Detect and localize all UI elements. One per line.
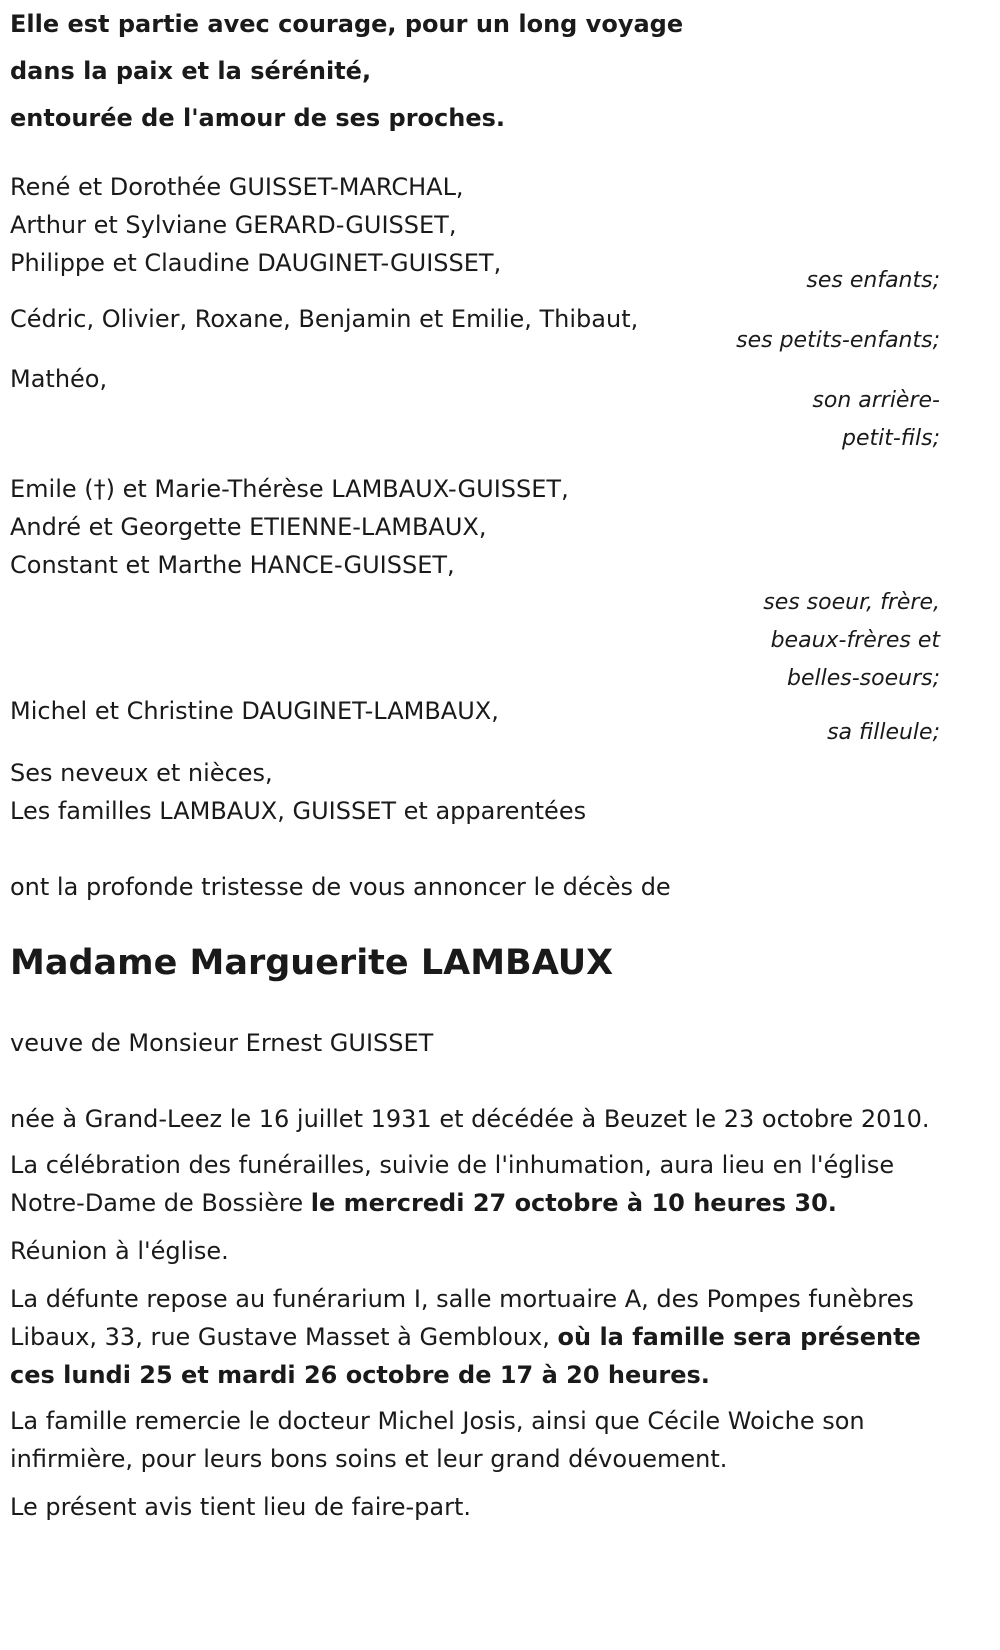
meeting-info: Réunion à l'église. xyxy=(10,1237,229,1265)
closing: Le présent avis tient lieu de faire-part. xyxy=(10,1493,472,1521)
funeral-info xyxy=(10,1146,940,1222)
epigraph-line-3: entourée de l'amour de ses proches. xyxy=(10,104,506,132)
child-line-2: Arthur et Sylviane GERARD-GUISSET, xyxy=(10,211,457,239)
repose-text: La défunte repose au funérarium I, salle mortuaire A, des Pompes funèbres Libaux, 33, rue Gustave Masset à Gembloux, xyxy=(10,1285,914,1351)
families: Les familles LAMBAUX, GUISSET et apparentées xyxy=(10,797,587,825)
child-line-3: Philippe et Claudine DAUGINET-GUISSET, xyxy=(10,249,502,277)
widow-of: veuve de Monsieur Ernest GUISSET xyxy=(10,1029,434,1057)
sibling-line-1: Emile (†) et Marie-Thérèse LAMBAUX-GUISSET, xyxy=(10,475,569,503)
goddaughter-role: sa filleule; xyxy=(827,720,940,745)
great-grandchild-role: son arrière-petit-fils; xyxy=(812,388,940,451)
epigraph xyxy=(10,0,940,142)
thanks: La famille remercie le docteur Michel Josis, ainsi que Cécile Woiche son infirmière, pour leurs bons soins et leur grand dévouement. xyxy=(10,1407,865,1473)
grandchildren-names: Cédric, Olivier, Roxane, Benjamin et Emilie, Thibaut, xyxy=(10,305,639,333)
goddaughter-names: Michel et Christine DAUGINET-LAMBAUX, xyxy=(10,697,499,725)
obituary-notice xyxy=(10,0,940,1526)
announcement: ont la profonde tristesse de vous annoncer le décès de xyxy=(10,873,671,901)
epigraph-line-1: Elle est partie avec courage, pour un long voyage xyxy=(10,10,684,38)
children-role: ses enfants; xyxy=(806,268,940,293)
sibling-line-2: André et Georgette ETIENNE-LAMBAUX, xyxy=(10,513,487,541)
siblings-role: ses soeur, frère, beaux-frères et belles-soeurs; xyxy=(763,590,940,691)
funeral-text: La célébration des funérailles, suivie de l'inhumation, aura lieu en l'église Notre-Dame de Bossière xyxy=(10,1151,895,1217)
great-grandchild-group xyxy=(10,360,940,458)
nephews-nieces: Ses neveux et nièces, xyxy=(10,759,273,787)
great-grandchild-names: Mathéo, xyxy=(10,365,108,393)
children-group xyxy=(10,168,940,300)
grandchildren-role: ses petits-enfants; xyxy=(736,328,940,353)
visiting-hours: où la famille sera présente ces lundi 25 et mardi 26 octobre de 17 à 20 heures. xyxy=(10,1323,921,1389)
child-line-1: René et Dorothée GUISSET-MARCHAL, xyxy=(10,173,464,201)
birth-death: née à Grand-Leez le 16 juillet 1931 et décédée à Beuzet le 23 octobre 2010. xyxy=(10,1105,930,1133)
deceased-name: Madame Marguerite LAMBAUX xyxy=(10,943,614,983)
siblings-group xyxy=(10,470,940,698)
sibling-line-3: Constant et Marthe HANCE-GUISSET, xyxy=(10,551,455,579)
other-relatives xyxy=(10,754,940,830)
epigraph-line-2: dans la paix et la sérénité, xyxy=(10,57,372,85)
goddaughter-group xyxy=(10,692,940,752)
repose-info xyxy=(10,1280,940,1394)
grandchildren-group xyxy=(10,300,940,360)
funeral-date: le mercredi 27 octobre à 10 heures 30. xyxy=(310,1189,837,1217)
